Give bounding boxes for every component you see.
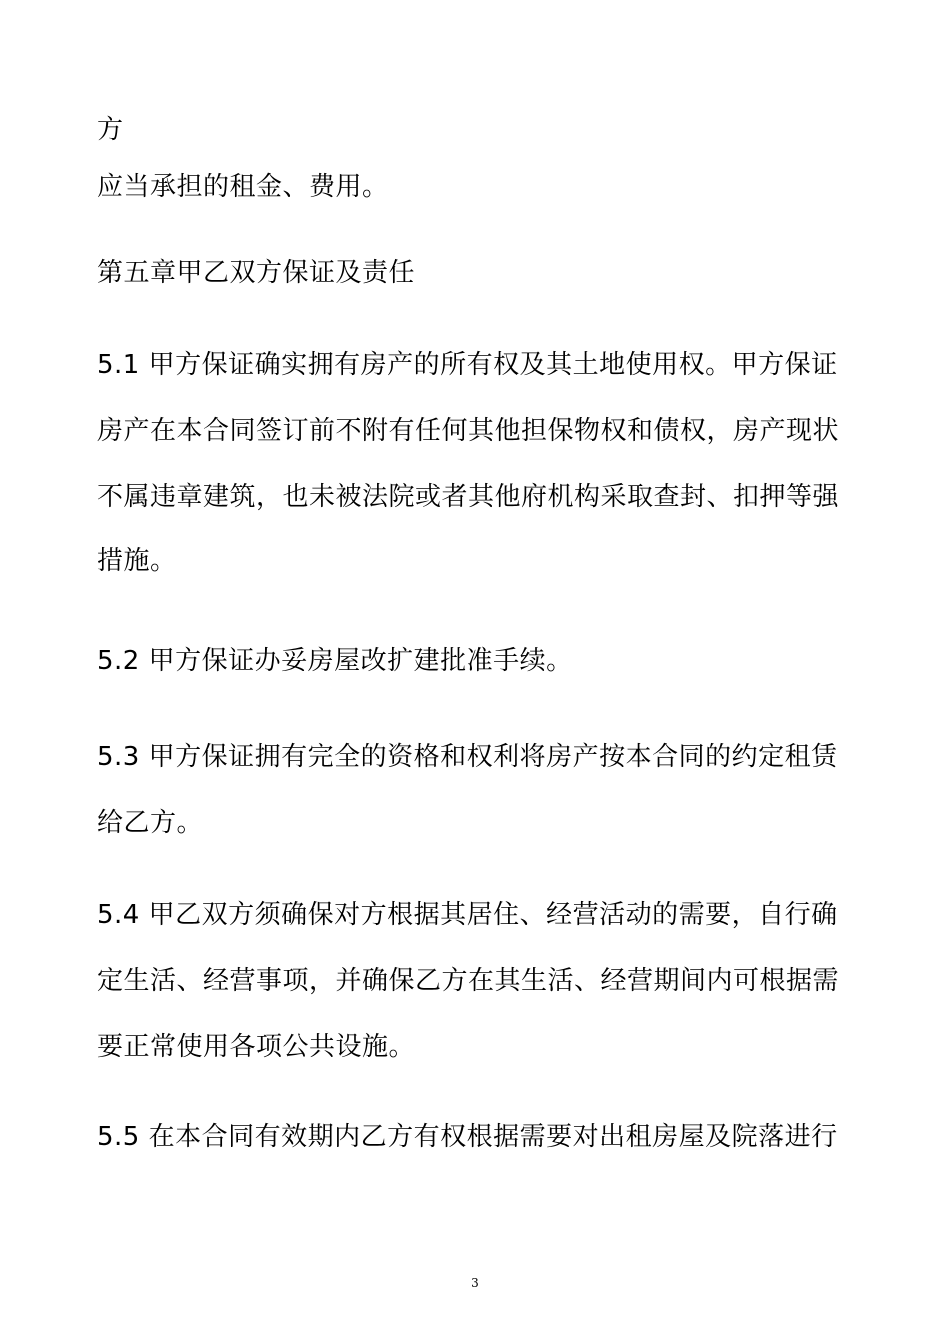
chapter-heading: 第五章甲乙双方保证及责任 — [97, 258, 416, 288]
page-number: 3 — [471, 1276, 479, 1290]
clause-5-1-line-3: 不属违章建筑，也未被法院或者其他府机构采取查封、扣押等强 — [97, 482, 840, 512]
clause-5-1-line-4: 措施。 — [97, 546, 177, 576]
clause-5-4-line-2: 定生活、经营事项，并确保乙方在其生活、经营期间内可根据需 — [97, 966, 840, 996]
clause-5-4-line-3: 要正常使用各项公共设施。 — [97, 1032, 416, 1062]
clause-5-3-line-1: 5.3 甲方保证拥有完全的资格和权利将房产按本合同的约定租赁 — [97, 742, 838, 772]
clause-5-1-line-2: 房产在本合同签订前不附有任何其他担保物权和债权，房产现状 — [97, 416, 840, 446]
text-line: 应当承担的租金、费用。 — [97, 172, 389, 202]
text-line-continuation: 方 — [97, 115, 124, 145]
clause-5-5-line-1: 5.5 在本合同有效期内乙方有权根据需要对出租房屋及院落进行 — [97, 1122, 838, 1152]
clause-5-1-line-1: 5.1 甲方保证确实拥有房产的所有权及其土地使用权。甲方保证 — [97, 350, 838, 380]
clause-5-3-line-2: 给乙方。 — [97, 808, 204, 838]
clause-5-4-line-1: 5.4 甲乙双方须确保对方根据其居住、经营活动的需要，自行确 — [97, 900, 838, 930]
clause-5-2: 5.2 甲方保证办妥房屋改扩建批准手续。 — [97, 646, 573, 676]
